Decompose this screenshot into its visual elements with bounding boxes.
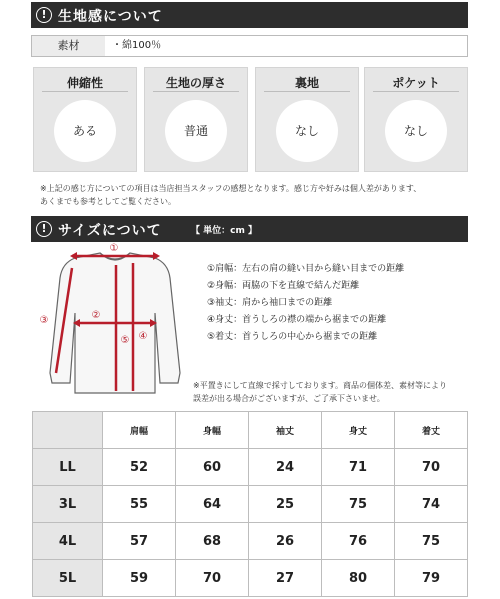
feature-card-value: なし [276,100,338,162]
material-row [31,35,468,57]
size-section-header [31,216,468,242]
header-sleeve: 袖丈 [249,412,322,449]
size-label: LL [33,449,103,486]
table-cell: 52 [103,449,176,486]
size-note-line: ※平置きにして直線で採寸しております。商品の個体差、素材等により [193,381,448,390]
feature-card-lining [255,67,359,172]
table-cell: 70 [176,560,249,597]
feature-card-value: 普通 [165,100,227,162]
desc-total-length: ⑤着丈：首うしろの中心から裾までの距離 [207,332,378,342]
table-cell: 76 [322,523,395,560]
size-label: 3L [33,486,103,523]
size-label: 5L [33,560,103,597]
table-row [33,560,468,597]
desc-sleeve: ③袖丈：肩から袖口までの距離 [207,298,333,308]
table-cell: 57 [103,523,176,560]
table-row [33,523,468,560]
size-table [32,411,468,597]
feature-card-pocket [364,67,468,172]
divider [42,91,128,92]
table-corner [33,412,103,449]
feature-card-label: ポケット [392,76,440,90]
feature-card-label: 生地の厚さ [165,76,226,90]
table-cell: 24 [249,449,322,486]
label-total-length: ⑤ [120,335,130,346]
size-note-line: 誤差が出る場合がございますが、ご了承下さいませ。 [193,394,385,403]
table-cell: 74 [395,486,468,523]
feature-card-value: なし [385,100,447,162]
texture-note [40,182,480,208]
divider [153,91,239,92]
table-row [33,486,468,523]
label-sleeve: ③ [39,315,49,326]
divider [373,91,459,92]
unit-label: 【 単位：cm 】 [191,226,257,236]
feature-card-thickness [144,67,248,172]
feature-card-label: 裏地 [294,76,319,90]
table-cell: 64 [176,486,249,523]
size-note [193,379,493,405]
table-header-row [33,412,468,449]
feature-card-label: 伸縮性 [66,76,103,90]
label-body-length: ④ [138,331,148,342]
desc-width: ②身幅：両脇の下を直線で結んだ距離 [207,281,360,291]
label-width: ② [91,310,101,321]
divider [264,91,350,92]
table-cell: 55 [103,486,176,523]
table-cell: 68 [176,523,249,560]
table-cell: 70 [395,449,468,486]
texture-section-header [31,2,468,28]
texture-note-line: ※上記の感じ方についての項目は当店担当スタッフの感想となります。感じ方や好みは個人差があります、 [40,184,422,193]
table-cell: 27 [249,560,322,597]
table-cell: 60 [176,449,249,486]
feature-card-value: ある [54,100,116,162]
header-shoulder: 肩幅 [103,412,176,449]
table-row [33,449,468,486]
label-shoulder: ① [109,243,119,254]
table-cell: 26 [249,523,322,560]
texture-note-line: あくまでも参考としてご覧ください。 [40,197,176,206]
table-cell: 75 [322,486,395,523]
feature-card-stretch [33,67,137,172]
table-cell: 25 [249,486,322,523]
material-value: ・綿100％ [112,40,162,51]
table-cell: 75 [395,523,468,560]
material-label: 素材 [32,36,105,56]
desc-body-length: ④身丈：首うしろの襟の端から裾までの距離 [207,315,387,325]
size-label: 4L [33,523,103,560]
size-section-title: サイズについて [58,223,162,239]
header-width: 身幅 [176,412,249,449]
table-cell: 59 [103,560,176,597]
desc-shoulder: ①肩幅：左右の肩の縫い目から縫い目までの距離 [207,264,405,274]
table-cell: 80 [322,560,395,597]
exclamation-circle-icon: ! [36,7,52,23]
table-cell: 71 [322,449,395,486]
header-total-length: 着丈 [395,412,468,449]
exclamation-circle-icon: ! [36,221,52,237]
table-cell: 79 [395,560,468,597]
header-body-length: 身丈 [322,412,395,449]
shirt-diagram [30,243,190,403]
texture-section-title: 生地感について [58,9,163,25]
